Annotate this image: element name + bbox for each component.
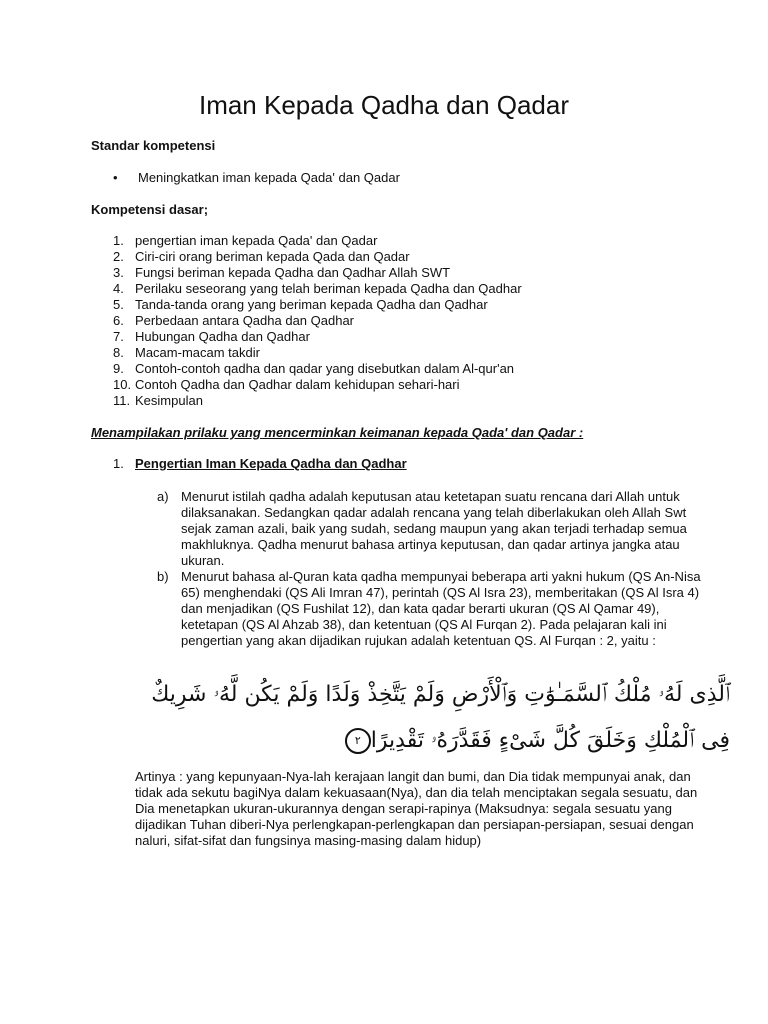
item-number: 4. <box>113 281 124 296</box>
paragraph-a <box>157 489 717 569</box>
item-number: 5. <box>113 297 124 312</box>
bullet-icon: • <box>113 170 118 185</box>
item-number: 7. <box>113 329 124 344</box>
item-number: 9. <box>113 361 124 376</box>
list-item <box>113 393 522 409</box>
item-text: Macam-macam takdir <box>135 345 260 360</box>
list-item <box>113 345 522 361</box>
arabic-verse-line-2 <box>170 726 730 756</box>
paragraph-b-text: Menurut bahasa al-Quran kata qadha mempunyai beberapa arti yakni hukum (QS An-Nisa 65) menghendaki (QS Ali Imran 47), perintah (QS Al Isra 23), memberitakan (QS Al Isra 4) dan menjadikan (QS Fushilat 12), dan kata qadar berarti ukuran (QS Al Qamar 49), ketetapan (QS Al Ahzab 38), dan ketentuan (QS Al Furqan 2). Pada pelajaran kali ini pengertian yang akan dijadikan rujukan adalah ketentuan QS. Al Furqan : 2, yaitu : <box>181 569 701 648</box>
item-number: 10. <box>113 377 132 392</box>
verse-number-icon: ٢ <box>345 728 371 754</box>
item-number: 11. <box>113 393 131 408</box>
arabic-verse-text: فِى ٱلْمُلْكِ وَخَلَقَ كُلَّ شَىْءٍ فَقَدَّرَهُۥ تَقْدِيرًا <box>370 728 730 753</box>
paragraph-a-text: Menurut istilah qadha adalah keputusan atau ketetapan suatu rencana dari Allah untuk dilaksanakan. Sedangkan qadar adalah rencana yang telah diberlakukan oleh Allah Swt sejak zaman azali, baik yang sudah, sedang maupun yang akan terjadi terhadap semua makhluknya. Qadha menurut bahasa artinya keputusan, dan qadar artinya jangka atau ukuran. <box>181 489 687 568</box>
list-item <box>113 329 522 345</box>
paragraph-b-label: b) <box>157 569 169 584</box>
subsection-title: Pengertian Iman Kepada Qadha dan Qadhar <box>135 456 407 471</box>
item-text: Perbedaan antara Qadha dan Qadhar <box>135 313 355 328</box>
paragraph-a-label: a) <box>157 489 169 504</box>
item-text: Perilaku seseorang yang telah beriman kepada Qadha dan Qadhar <box>135 281 522 296</box>
item-number: 1. <box>113 233 124 248</box>
standar-list <box>113 170 400 186</box>
item-text: Ciri-ciri orang beriman kepada Qada dan Qadar <box>135 249 410 264</box>
item-number: 6. <box>113 313 124 328</box>
kompetensi-heading: Kompetensi dasar; <box>91 202 209 217</box>
standar-heading: Standar kompetensi <box>91 138 216 153</box>
list-item <box>113 361 522 377</box>
subsection-heading <box>113 456 407 472</box>
item-text: Hubungan Qadha dan Qadhar <box>135 329 310 344</box>
list-item <box>113 281 522 297</box>
translation-paragraph: Artinya : yang kepunyaan-Nya-lah kerajaan langit dan bumi, dan Dia tidak mempunyai anak, dan tidak ada sekutu bagiNya dalam kekuasaan(Nya), dan dia telah menciptakan segala sesuatu, dan Dia menetapkan ukuran-ukurannya dengan serapi-rapinya (Maksudnya: segala sesuatu yang dijadikan Tuhan diberi-Nya perlengkapan-perlengkapan dan persiapan-persiapan, sesuai dengan naluri, sifat-sifat dan fungsinya masing-masing dalam hidup) <box>135 769 698 848</box>
item-text: Tanda-tanda orang yang beriman kepada Qadha dan Qadhar <box>135 297 488 312</box>
standar-item: Meningkatkan iman kepada Qada' dan Qadar <box>138 170 400 185</box>
list-item <box>113 233 522 249</box>
list-item <box>113 297 522 313</box>
paragraph-b <box>157 569 717 649</box>
item-text: pengertian iman kepada Qada' dan Qadar <box>135 233 378 248</box>
item-text: Kesimpulan <box>135 393 203 408</box>
item-text: Contoh-contoh qadha dan qadar yang disebutkan dalam Al-qur'an <box>135 361 515 376</box>
section-title: Menampilakan prilaku yang mencerminkan keimanan kepada Qada' dan Qadar : <box>91 425 584 440</box>
item-text: Contoh Qadha dan Qadhar dalam kehidupan sehari-hari <box>135 377 460 392</box>
kompetensi-list <box>113 233 522 409</box>
list-item <box>113 377 522 393</box>
item-number: 8. <box>113 345 124 360</box>
list-item <box>113 249 522 265</box>
list-item <box>113 265 522 281</box>
subsection-number: 1. <box>113 456 124 471</box>
item-number: 2. <box>113 249 124 264</box>
list-item <box>113 313 522 329</box>
item-number: 3. <box>113 265 124 280</box>
item-text: Fungsi beriman kepada Qadha dan Qadhar Allah SWT <box>135 265 451 280</box>
arabic-verse-line-1: ٱلَّذِى لَهُۥ مُلْكُ ٱلسَّمَـٰوَٰتِ وَٱلْأَرْضِ وَلَمْ يَتَّخِذْ وَلَدًا وَلَمْ يَكُن لَّهُۥ شَرِيكٌ <box>151 682 730 707</box>
page-title: Iman Kepada Qadha dan Qadar <box>198 90 570 120</box>
